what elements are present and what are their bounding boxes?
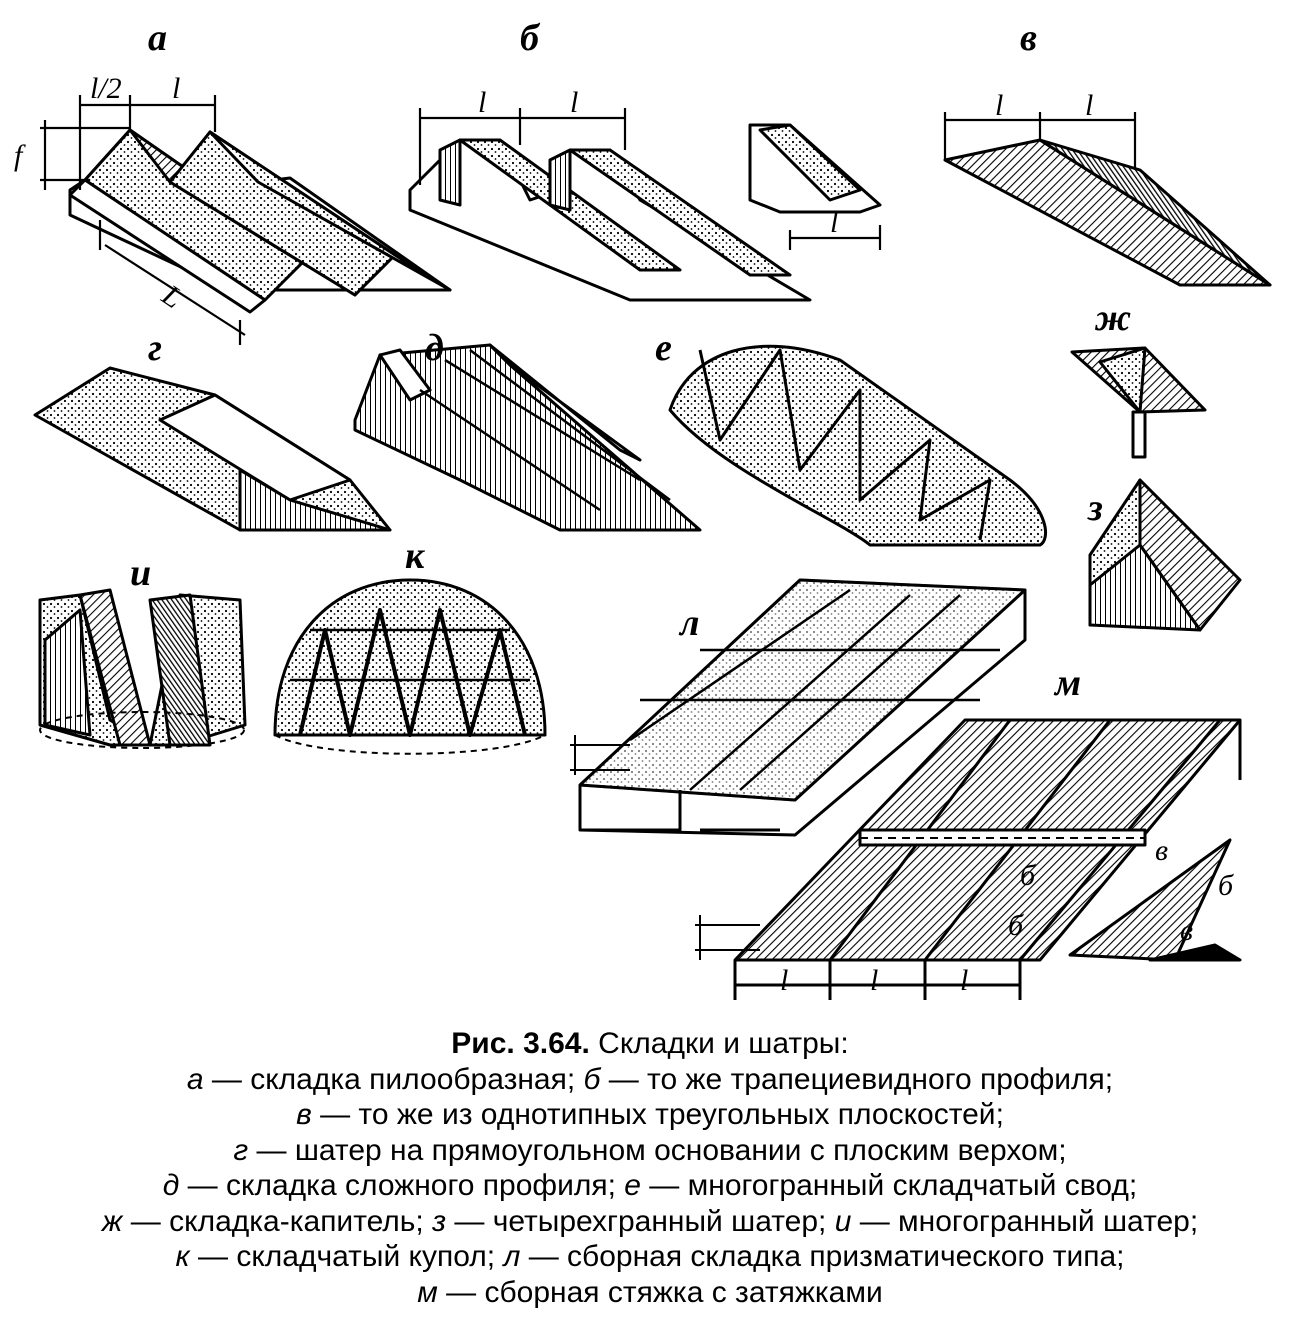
dim-span-v2: l [1085, 89, 1094, 122]
caption-description: — складчатый купол; [189, 1240, 504, 1273]
panel-letter-v: в [1020, 17, 1037, 59]
caption-description: — шатер на прямоугольном основании с плоским верхом; [248, 1133, 1067, 1167]
panel-letter-d: д [425, 327, 444, 369]
caption-description: — четырехгранный шатер; [446, 1204, 835, 1238]
caption-line [0, 1133, 1300, 1169]
caption-key: м [417, 1275, 438, 1309]
caption-line [0, 1168, 1300, 1204]
sub-label-v2: в [1180, 914, 1194, 947]
panel-letter-m: м [1055, 662, 1082, 704]
panel-e [670, 346, 1046, 545]
dim-span-a: l [172, 72, 181, 105]
sub-label-b2: б [1008, 909, 1024, 942]
caption-line [0, 1239, 1300, 1275]
dim-span-v1: l [995, 89, 1004, 122]
panel-letter-e: е [655, 327, 672, 369]
caption-line [0, 1204, 1300, 1240]
panel-letter-l: л [680, 602, 700, 644]
caption-description: — складка-капитель; [122, 1204, 433, 1238]
caption-description: — то же трапециевидного профиля; [600, 1062, 1114, 1096]
caption-key: а [186, 1062, 204, 1096]
panel-letter-g: г [148, 327, 163, 369]
dim-span-b3: l [830, 206, 839, 239]
caption-key: д [162, 1169, 180, 1202]
caption-key: и [834, 1204, 852, 1238]
panel-i [40, 590, 245, 748]
panel-letter-a: а [148, 17, 167, 59]
panel-d [355, 345, 700, 530]
caption-key: з [432, 1204, 447, 1238]
panel-letter-z: з [1088, 487, 1103, 529]
panel-a [40, 95, 450, 345]
dim-span-m1: l [780, 964, 789, 997]
caption-description: — складка пилообразная; [203, 1062, 584, 1096]
panel-letter-k: к [405, 535, 425, 577]
caption-line [0, 1275, 1300, 1311]
caption-key: л [503, 1240, 521, 1273]
panel-v [945, 112, 1270, 285]
dim-span-m3: l [960, 964, 969, 997]
caption-description: — складка сложного профиля; [179, 1169, 625, 1202]
panel-letter-b: б [520, 17, 539, 59]
panel-letter-i: и [130, 552, 152, 594]
dim-span-b2: l [570, 86, 579, 119]
caption-description: — сборная складка призматического типа; [520, 1240, 1125, 1273]
caption-legend [0, 1062, 1300, 1311]
panel-g [35, 368, 390, 530]
panel-b [410, 108, 880, 300]
caption-key: е [624, 1169, 641, 1202]
caption-key: в [296, 1098, 312, 1131]
caption-key: к [175, 1240, 190, 1273]
caption-key: б [583, 1062, 601, 1096]
figure-caption [0, 1026, 1300, 1310]
caption-key: ж [101, 1204, 123, 1238]
caption-description: — то же из однотипных треугольных плоскостей; [311, 1098, 1004, 1131]
caption-title: Складки и шатры: [598, 1027, 849, 1060]
caption-title-line [0, 1026, 1300, 1062]
caption-line [0, 1062, 1300, 1098]
dim-height-a: f [14, 139, 23, 172]
sub-label-v1: в [1155, 834, 1169, 867]
sub-label-b3: б [1218, 869, 1234, 902]
caption-key: г [233, 1133, 249, 1167]
sub-label-b1: б [1020, 859, 1036, 892]
panel-k [275, 580, 545, 754]
dim-span-b1: l [478, 86, 487, 119]
caption-description: — сборная стяжка с затяжками [437, 1275, 883, 1309]
caption-line [0, 1097, 1300, 1133]
caption-description: — многогранный складчатый свод; [640, 1169, 1138, 1202]
figure-number: Рис. 3.64. [451, 1027, 590, 1060]
panel-letter-zh: ж [1095, 297, 1132, 339]
dim-half-span: l/2 [90, 72, 122, 105]
dim-length-a: L [156, 278, 189, 316]
panel-z [1090, 480, 1240, 630]
panel-zh [1072, 348, 1205, 457]
caption-description: — многогранный шатер; [851, 1204, 1199, 1238]
dim-span-m2: l [870, 964, 879, 997]
